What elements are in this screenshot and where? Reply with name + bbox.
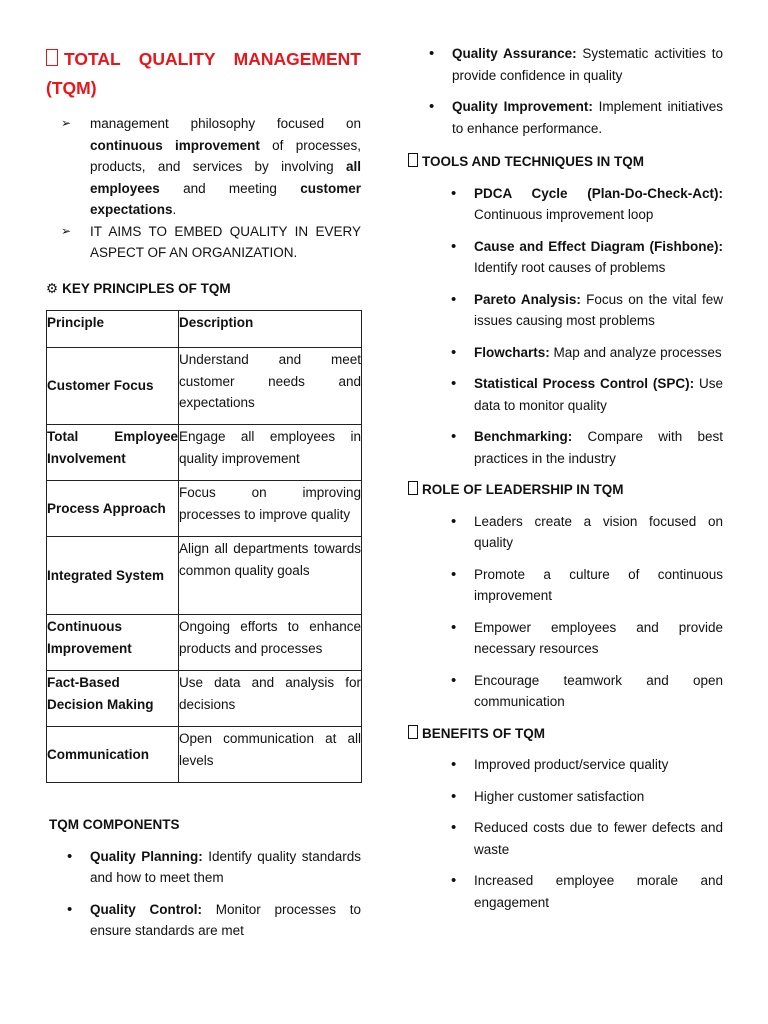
tool-item bbox=[474, 373, 723, 416]
tool-item bbox=[474, 183, 723, 226]
intro-bold-text: continuous improvement bbox=[90, 137, 260, 153]
table-row bbox=[47, 481, 362, 537]
tool-text: Continuous improvement loop bbox=[474, 207, 654, 222]
component-text: Implement initiatives to enhance performance. bbox=[452, 99, 723, 136]
principles-heading-text: KEY PRINCIPLES OF TQM bbox=[62, 280, 231, 296]
gear-icon: ⚙ bbox=[46, 280, 59, 297]
leadership-list bbox=[408, 511, 723, 713]
principle-cell: Continuous Improvement bbox=[47, 615, 179, 671]
intro-text: and meeting bbox=[159, 180, 301, 196]
table-row bbox=[47, 615, 362, 671]
table-header-description: Description bbox=[179, 311, 362, 348]
description-cell: Ongoing efforts to enhance products and processes bbox=[179, 615, 362, 671]
principles-heading bbox=[46, 278, 361, 301]
document-title bbox=[46, 45, 361, 103]
table-row bbox=[47, 671, 362, 727]
tool-text: Focus on the vital few issues causing most problems bbox=[474, 291, 723, 328]
components-list-continued bbox=[408, 43, 723, 139]
title-text: TOTAL QUALITY MANAGEMENT (TQM) bbox=[46, 49, 361, 98]
component-item bbox=[90, 846, 361, 889]
description-cell: Align all departments towards common quality goals bbox=[179, 537, 362, 615]
principle-cell: Integrated System bbox=[47, 537, 179, 615]
description-cell: Focus on improving processes to improve quality bbox=[179, 481, 362, 537]
leadership-item: • Leaders create a vision focused on quality bbox=[474, 511, 723, 554]
tool-label: Flowcharts: bbox=[474, 344, 550, 360]
table-row bbox=[47, 348, 362, 425]
description-cell: Use data and analysis for decisions bbox=[179, 671, 362, 727]
tool-text: Use data to monitor quality bbox=[474, 376, 723, 413]
principle-cell: Communication bbox=[47, 727, 179, 783]
benefit-item: • Reduced costs due to fewer defects and waste bbox=[474, 817, 723, 860]
table-header-row bbox=[47, 311, 362, 348]
intro-list bbox=[46, 113, 361, 264]
benefits-heading-text: BENEFITS OF TQM bbox=[422, 725, 545, 741]
component-label: Quality Assurance: bbox=[452, 46, 577, 61]
benefit-item: • Improved product/service quality bbox=[474, 754, 723, 776]
benefit-item: • Higher customer satisfaction bbox=[474, 786, 723, 808]
intro-text: of processes, products, and services by involving bbox=[90, 137, 361, 174]
intro-item bbox=[90, 113, 361, 221]
description-cell: Open communication at all levels bbox=[179, 727, 362, 783]
component-item bbox=[90, 899, 361, 942]
principle-cell: Total Employee Involvement bbox=[47, 425, 179, 481]
benefits-list bbox=[408, 754, 723, 913]
tool-text: Identify root causes of problems bbox=[474, 260, 666, 275]
left-column bbox=[46, 45, 361, 952]
table-row bbox=[47, 537, 362, 615]
tools-heading-text: TOOLS AND TECHNIQUES IN TQM bbox=[422, 154, 645, 169]
tool-item bbox=[474, 236, 723, 279]
component-label: Quality Control: bbox=[90, 901, 202, 917]
component-item bbox=[452, 96, 723, 139]
missing-glyph-icon bbox=[408, 725, 418, 739]
intro-bold-text: all employees bbox=[90, 159, 361, 196]
tool-text: Map and analyze processes bbox=[549, 344, 722, 360]
tools-heading bbox=[408, 151, 723, 173]
principle-cell: Customer Focus bbox=[47, 348, 179, 425]
tool-label: Cause and Effect Diagram (Fishbone): bbox=[474, 238, 723, 254]
benefits-heading bbox=[408, 723, 723, 745]
tool-label: Benchmarking: bbox=[474, 429, 573, 444]
table-header-principle: Principle bbox=[47, 311, 179, 348]
component-label: Quality Improvement: bbox=[452, 99, 593, 114]
component-text: Systematic activities to provide confidence in quality bbox=[452, 46, 724, 83]
leadership-item: • Promote a culture of continuous improvement bbox=[474, 564, 723, 607]
leadership-heading-text: ROLE OF LEADERSHIP IN TQM bbox=[422, 482, 624, 497]
table-row bbox=[47, 727, 362, 783]
tool-item bbox=[474, 426, 723, 469]
tool-item bbox=[474, 289, 723, 332]
principle-cell: Process Approach bbox=[47, 481, 179, 537]
tools-list bbox=[408, 183, 723, 470]
missing-glyph-icon bbox=[408, 153, 418, 167]
intro-text: management philosophy focused on bbox=[90, 116, 361, 131]
component-text: Monitor processes to ensure standards are met bbox=[90, 901, 361, 938]
intro-text: . bbox=[172, 202, 177, 217]
benefit-item: • Increased employee morale and engagement bbox=[474, 870, 723, 913]
missing-glyph-icon bbox=[46, 49, 58, 66]
tool-item bbox=[474, 342, 723, 364]
principle-cell: Fact-Based Decision Making bbox=[47, 671, 179, 727]
component-item bbox=[452, 43, 723, 86]
components-list bbox=[46, 846, 361, 942]
table-row bbox=[47, 425, 362, 481]
description-cell: Engage all employees in quality improvement bbox=[179, 425, 362, 481]
leadership-heading bbox=[408, 479, 723, 501]
components-heading: TQM COMPONENTS bbox=[49, 817, 180, 832]
tool-label: Statistical Process Control (SPC): bbox=[474, 376, 695, 391]
leadership-item: • Empower employees and provide necessary resources bbox=[474, 617, 723, 660]
leadership-item: • Encourage teamwork and open communication bbox=[474, 670, 723, 713]
component-label: Quality Planning: bbox=[90, 848, 203, 864]
intro-text: IT AIMS TO EMBED QUALITY IN EVERY ASPECT OF AN ORGANIZATION. bbox=[90, 223, 361, 260]
intro-bold-text: customer expectations bbox=[90, 180, 361, 217]
tool-label: Pareto Analysis: bbox=[474, 291, 581, 307]
missing-glyph-icon bbox=[408, 481, 418, 495]
right-column bbox=[408, 43, 723, 923]
description-cell: Understand and meet customer needs and expectations bbox=[179, 348, 362, 425]
component-text: Identify quality standards and how to meet them bbox=[90, 848, 361, 885]
intro-item bbox=[90, 221, 361, 264]
principles-table bbox=[46, 310, 362, 783]
tool-text: Compare with best practices in the industry bbox=[474, 429, 723, 466]
tool-label: PDCA Cycle (Plan-Do-Check-Act): bbox=[474, 185, 723, 201]
